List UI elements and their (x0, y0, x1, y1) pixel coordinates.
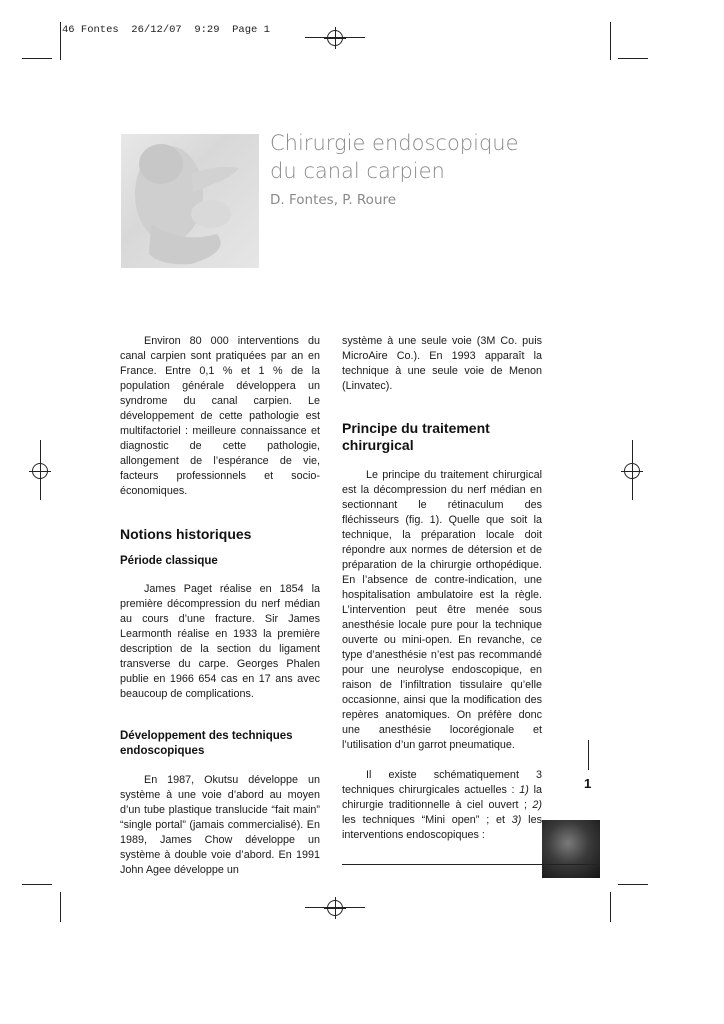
title-line: Chirurgie endoscopique (270, 131, 519, 155)
article-authors: D. Fontes, P. Roure (270, 192, 397, 208)
paragraph-text: Il existe schématiquement 3 techniques chirurgicales actuelles : (342, 769, 542, 796)
crop-mark (22, 884, 52, 885)
paragraph: En 1987, Okutsu développe un système à une voie d’abord au moyen d’un tube plastique translucide “fait main” “single portal” (jamais commercialisé). En 1989, James Chow développe un système à double voie d’abord. En 1991 John Agee développe un (120, 774, 320, 876)
paragraph: James Paget réalise en 1854 la première décompression du nerf médian au cours d’une fracture. Sir James Learmonth réalise en 1933 la première description de la section du ligament transverse du carpe. Georges Phalen publie en 1966 654 cas en 17 ans avec beaucoup de complications. (120, 583, 320, 700)
list-number: 1) (519, 784, 529, 796)
print-slug: 46 Fontes 26/12/07 9:29 Page 1 (62, 24, 270, 36)
crop-mark (588, 740, 589, 770)
title-line: du canal carpien (270, 159, 445, 183)
crop-mark (610, 22, 611, 60)
paragraph (342, 768, 542, 843)
header-photo (121, 134, 259, 268)
crop-mark (618, 884, 648, 885)
list-number: 2) (532, 799, 542, 811)
crop-mark (22, 58, 52, 59)
registration-mark-icon (621, 460, 643, 482)
paragraph-text: les interventions endoscopiques : (342, 814, 542, 841)
crop-mark (610, 892, 611, 922)
crop-mark (60, 892, 61, 922)
section-heading: Principe du traitement chirurgical (342, 420, 490, 453)
article-title (270, 129, 600, 185)
crop-mark (60, 22, 61, 60)
page-number: 1 (584, 776, 592, 791)
paragraph: Le principe du traitement chirurgical est la décompression du nerf médian en sectionnant le rétinaculum des fléchisseurs (fig. 1). Quelle que soit la technique, la préparation locale doit répondre aux normes de détersion et de préparation de la chirurgie orthopédique. En l’absence de contre-indication, une hospitalisation ambulatoire est la règle. L’intervention peut être menée sous anesthésie locale pure pour la technique ouverte ou mini-open. En revanche, ce type d’anesthésie n’est pas recommandé pour une neurolyse endoscopique, en raison de l’infiltration tissulaire qu’elle occasionne, ainsi que la modification des repères anatomiques. On préfère donc une anesthésie locorégionale et l’utilisation d’un garrot pneumatique. (342, 469, 542, 751)
section-heading: Notions historiques (120, 526, 252, 542)
registration-mark-icon (324, 27, 346, 49)
paragraph-text: la chirurgie traditionnelle à ciel ouvert ; (342, 784, 543, 811)
registration-mark-icon (29, 460, 51, 482)
text-column-left (120, 334, 320, 878)
paragraph: système à une seule voie (3M Co. puis MicroAire Co.). En 1993 apparaît la technique à une seule voie de Menon (Linvatec). (342, 335, 542, 392)
registration-mark-icon (324, 897, 346, 919)
corner-thumbnail-photo (542, 820, 600, 878)
paragraph: Environ 80 000 interventions du canal carpien sont pratiquées par an en France. Entre 0,1 % et 1 % de la population générale développera un syndrome du canal carpien. Le développement de cette pathologie est multifactoriel : meilleure connaissance et diagnostic de cette pathologie, allongement de l’espérance de vie, facteurs professionnels et socio-économiques. (120, 335, 320, 497)
text-column-right (342, 334, 542, 843)
subsection-heading: Développement des techniques endoscopiques (120, 730, 293, 757)
paragraph-text: les techniques “Mini open” ; et (342, 814, 512, 826)
footer-rule (342, 864, 600, 865)
crop-mark (618, 58, 648, 59)
list-number: 3) (511, 814, 522, 826)
subsection-heading: Période classique (120, 555, 218, 567)
